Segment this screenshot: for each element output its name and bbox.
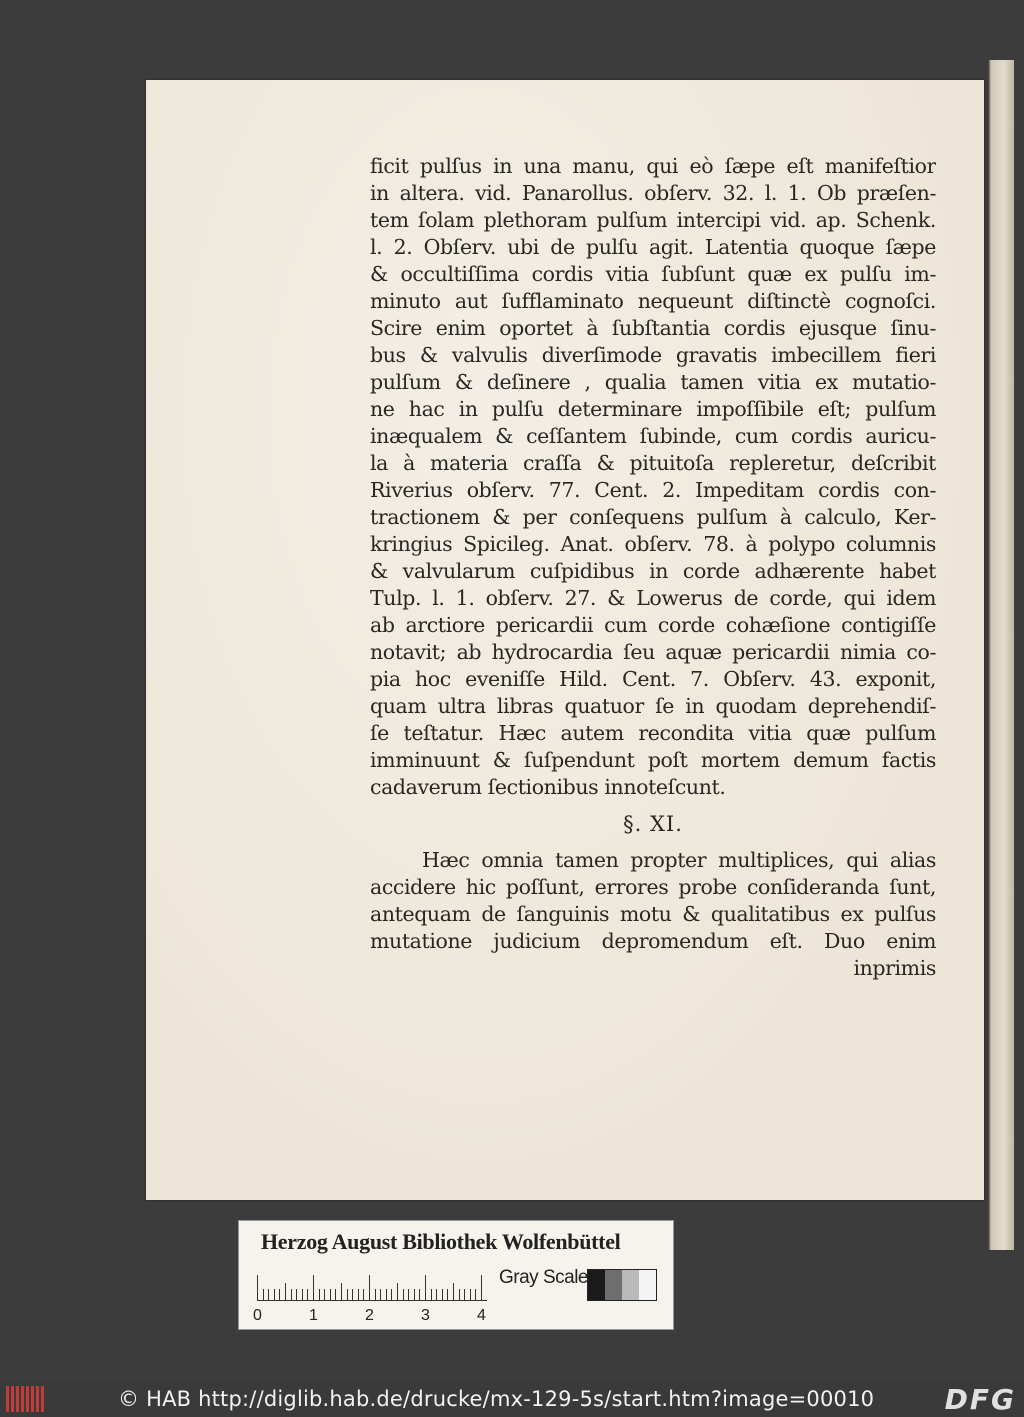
scale-ruler xyxy=(257,1267,487,1301)
ruler-tick xyxy=(442,1289,443,1301)
text-line: inæqualem & ceſſantem ſubinde, cum cordis auricu- xyxy=(370,424,936,448)
text-line: tractionem & per conſequens pulſum à calculo, Ker- xyxy=(370,505,936,529)
ruler-tick xyxy=(391,1289,392,1301)
ruler-tick xyxy=(341,1283,342,1301)
text-line: Scire enim oportet à ſubſtantia cordis ejusque ſinu- xyxy=(370,316,936,340)
ruler-label: 4 xyxy=(477,1307,486,1324)
ruler-tick xyxy=(403,1289,404,1301)
ruler-tick xyxy=(313,1275,314,1301)
ruler-label: 1 xyxy=(309,1307,318,1324)
ruler-tick xyxy=(307,1289,308,1301)
text-line: tem ſolam plethoram pulſum intercipi vid. ap. Schenk. xyxy=(370,208,936,232)
ruler-tick xyxy=(285,1283,286,1301)
hab-logo-icon xyxy=(6,1386,50,1412)
ruler-tick xyxy=(447,1289,448,1301)
ruler-tick xyxy=(330,1289,331,1301)
ruler-tick xyxy=(414,1289,415,1301)
ruler-tick xyxy=(369,1275,370,1301)
ruler-label: 2 xyxy=(365,1307,374,1324)
text-line: imminuunt & ſuſpendunt poſt mortem demum factis xyxy=(370,748,936,772)
text-line: l. 2. Obſerv. ubi de pulſu agit. Latentia quoque ſæpe xyxy=(370,235,936,259)
text-line: & occultiſſima cordis vitia ſubſunt quæ ex pulſu im- xyxy=(370,262,936,286)
ruler-tick xyxy=(257,1275,258,1301)
text-line: ficit pulſus in una manu, qui eò ſæpe eſt manifeſtior xyxy=(370,154,936,178)
gray-patch xyxy=(605,1270,622,1300)
ruler-tick xyxy=(296,1289,297,1301)
text-line: cadaverum ſectionibus innoteſcunt. xyxy=(370,775,726,799)
ruler-tick xyxy=(436,1289,437,1301)
text-line: ab arctiore pericardii cum corde cohæſione contigiſſe xyxy=(370,613,936,637)
text-line: Hæc omnia tamen propter multiplices, qui alias xyxy=(422,848,936,872)
ruler-tick xyxy=(453,1283,454,1301)
text-line: Riverius obſerv. 77. Cent. 2. Impeditam cordis con- xyxy=(370,478,936,502)
ruler-tick xyxy=(431,1289,432,1301)
ruler-label: 3 xyxy=(421,1307,430,1324)
ruler-tick xyxy=(363,1289,364,1301)
ruler-tick xyxy=(274,1289,275,1301)
ruler-tick xyxy=(352,1289,353,1301)
library-name: Herzog August Bibliothek Wolfenbüttel xyxy=(261,1229,621,1254)
ruler-tick xyxy=(397,1283,398,1301)
text-line: antequam de ſanguinis motu & qualitatibus ex pulſus xyxy=(370,902,936,926)
footer-bar xyxy=(0,1380,1024,1417)
dfg-logo: DFG xyxy=(944,1383,1016,1416)
ruler-tick xyxy=(347,1289,348,1301)
text-line: ne hac in pulſu determinare impoſſibile eſt; pulſum xyxy=(370,397,936,421)
text-line: la à materia craſſa & pituitoſa repleretur, deſcribit xyxy=(370,451,936,475)
text-line: accidere hic poſſunt, errores probe conſideranda ſunt, xyxy=(370,875,936,899)
gray-patch xyxy=(588,1270,605,1300)
text-line: notavit; ab hydrocardia ſeu aquæ pericardii nimia co- xyxy=(370,640,936,664)
ruler-tick xyxy=(380,1289,381,1301)
ruler-labels xyxy=(253,1307,493,1327)
text-line: ſe teſtatur. Hæc autem recondita vitia quæ pulſum xyxy=(370,721,936,745)
text-line: kringius Spicileg. Anat. obſerv. 78. à polypo columnis xyxy=(370,532,936,556)
ruler-label: 0 xyxy=(253,1307,262,1324)
ruler-tick xyxy=(279,1289,280,1301)
text-line: minuto aut ſufflaminato nequeunt diſtinctè cognoſci. xyxy=(370,289,936,313)
ruler-tick xyxy=(319,1289,320,1301)
text-line: mutatione judicium depromendum eſt. Duo enim xyxy=(370,929,936,953)
gray-scale-label: Gray Scale xyxy=(499,1267,588,1288)
text-line: & valvularum cuſpidibus in corde adhærente habet xyxy=(370,559,936,583)
ruler-tick xyxy=(324,1289,325,1301)
ruler-tick xyxy=(459,1289,460,1301)
ruler-tick xyxy=(302,1289,303,1301)
ruler-tick xyxy=(419,1289,420,1301)
footer-credit-link[interactable]: © HAB http://diglib.hab.de/drucke/mx-129-5s/start.htm?image=00010 xyxy=(118,1387,875,1411)
gray-patch xyxy=(639,1270,656,1300)
text-line: pia hoc eveniſſe Hild. Cent. 7. Obſerv. 43. exponit, xyxy=(370,667,936,691)
ruler-tick xyxy=(464,1289,465,1301)
ruler-tick xyxy=(358,1289,359,1301)
text-line: bus & valvulis diverſimode gravatis imbecillem fieri xyxy=(370,343,936,367)
ruler-tick xyxy=(481,1275,482,1301)
ruler-tick xyxy=(263,1289,264,1301)
ruler-tick xyxy=(425,1275,426,1301)
ruler-tick xyxy=(335,1289,336,1301)
catchword: inprimis xyxy=(853,956,936,980)
ruler-tick xyxy=(408,1289,409,1301)
section-heading: §. XI. xyxy=(623,812,683,836)
ruler-tick xyxy=(291,1289,292,1301)
gray-patch xyxy=(622,1270,639,1300)
paragraph-section xyxy=(370,847,936,955)
ruler-tick xyxy=(475,1289,476,1301)
ruler-tick xyxy=(386,1289,387,1301)
text-line: Tulp. l. 1. obſerv. 27. & Lowerus de corde, qui idem xyxy=(370,586,936,610)
text-line: in altera. vid. Panarollus. obſerv. 32. l. 1. Ob præſen- xyxy=(370,181,936,205)
text-line: pulſum & deſinere , qualia tamen vitia ex mutatio- xyxy=(370,370,936,394)
ruler-tick xyxy=(268,1289,269,1301)
ruler-tick xyxy=(375,1289,376,1301)
ruler-tick xyxy=(470,1289,471,1301)
color-calibration-plate xyxy=(238,1220,674,1330)
page-text xyxy=(370,153,936,982)
gray-scale-patches xyxy=(587,1269,657,1301)
paragraph-main xyxy=(370,153,936,801)
adjacent-page-edge xyxy=(988,60,1014,1250)
text-line: quam ultra libras quatuor ſe in quodam deprehendiſ- xyxy=(370,694,936,718)
